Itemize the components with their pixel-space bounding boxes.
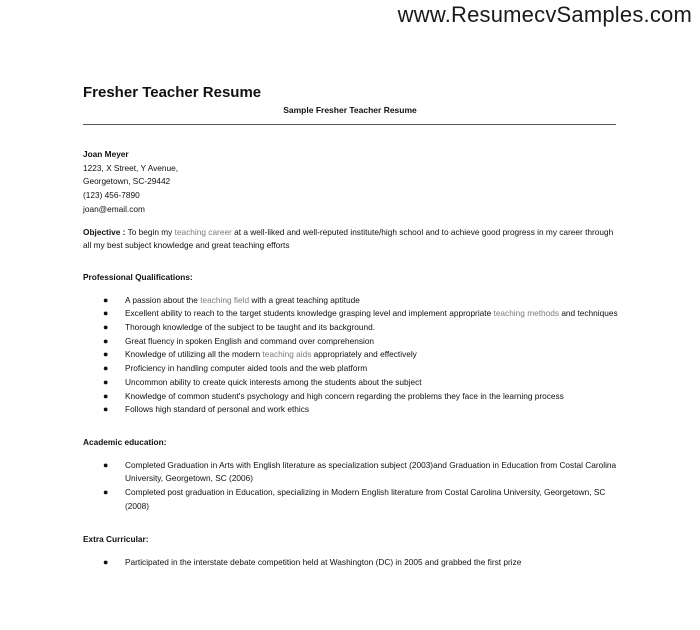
bullet-icon: ● bbox=[103, 322, 109, 333]
bullet-icon: ● bbox=[103, 308, 109, 319]
qualification-highlight-link[interactable]: teaching aids bbox=[262, 349, 312, 360]
bullet-icon: ● bbox=[103, 390, 109, 401]
education-item bbox=[83, 486, 623, 513]
qualifications-list bbox=[83, 294, 623, 417]
bullet-icon: ● bbox=[103, 294, 109, 305]
qualification-text: Knowledge of utilizing all the modern bbox=[125, 349, 263, 360]
contact-email: joan@email.com bbox=[83, 203, 145, 214]
qualification-item bbox=[83, 335, 623, 349]
qualification-text: Uncommon ability to create quick interests among the students about the subject bbox=[125, 376, 422, 387]
qualification-item bbox=[83, 294, 623, 308]
contact-address-line-1: 1223, X Street, Y Avenue, bbox=[83, 162, 179, 173]
extra-curricular-text: Participated in the interstate debate competition held at Washington (DC) in 2005 and grabbed the first prize bbox=[125, 557, 522, 568]
qualification-item bbox=[83, 390, 623, 404]
qualification-item bbox=[83, 376, 623, 390]
extra-curricular-heading: Extra Curricular: bbox=[83, 534, 149, 545]
education-text: Completed Graduation in Arts with English literature as specialization subject (2003)and Graduation in Education from Costal Carolina University, Georgetown, SC (2006) bbox=[125, 459, 617, 484]
contact-phone: (123) 456-7890 bbox=[83, 190, 140, 201]
bullet-icon: ● bbox=[103, 557, 109, 568]
objective-paragraph bbox=[83, 226, 623, 253]
bullet-icon: ● bbox=[103, 459, 109, 470]
resume-body bbox=[83, 148, 623, 570]
qualification-text: Excellent ability to reach to the target students knowledge grasping level and implement appropriate bbox=[125, 308, 494, 319]
qualification-text-after: with a great teaching aptitude bbox=[249, 294, 360, 305]
extra-curricular-list bbox=[83, 556, 623, 570]
education-text: Completed post graduation in Education, specializing in Modern English literature from Costal Carolina University, Georgetown, SC (2008) bbox=[125, 487, 606, 511]
qualification-text-after: and techniques bbox=[559, 308, 618, 319]
extra-curricular-item bbox=[83, 556, 623, 570]
qualification-text: Great fluency in spoken English and command over comprehension bbox=[125, 335, 375, 346]
bullet-icon: ● bbox=[103, 349, 109, 360]
qualification-text-after: appropriately and effectively bbox=[311, 349, 417, 360]
qualification-item bbox=[83, 403, 623, 417]
qualification-text: Proficiency in handling computer aided tools and the web platform bbox=[125, 363, 368, 374]
bullet-icon: ● bbox=[103, 376, 109, 387]
qualification-item bbox=[83, 362, 623, 376]
qualification-text: Follows high standard of personal and work ethics bbox=[125, 404, 310, 415]
qualifications-heading: Professional Qualifications: bbox=[83, 271, 193, 282]
education-heading: Academic education: bbox=[83, 436, 167, 447]
contact-name: Joan Meyer bbox=[83, 149, 129, 159]
qualification-item bbox=[83, 307, 623, 321]
education-item bbox=[83, 459, 623, 486]
divider bbox=[83, 124, 616, 125]
education-list bbox=[83, 459, 623, 514]
bullet-icon: ● bbox=[103, 335, 109, 346]
qualification-highlight-link[interactable]: teaching field bbox=[200, 294, 250, 305]
qualification-highlight-link[interactable]: teaching methods bbox=[493, 308, 560, 319]
contact-block bbox=[83, 148, 623, 217]
qualification-item bbox=[83, 321, 623, 335]
bullet-icon: ● bbox=[103, 404, 109, 415]
objective-text-before: To begin my bbox=[125, 226, 175, 237]
objective-text-after: at a well-liked and well-reputed institute/high school and to achieve good progress in my career through all my best subject knowledge and great teaching efforts bbox=[83, 226, 614, 251]
qualification-text: Knowledge of common student's psychology and high concern regarding the problems they face in the learning process bbox=[125, 390, 564, 401]
qualification-text: Thorough knowledge of the subject to be taught and its background. bbox=[125, 322, 376, 333]
page-subtitle: Sample Fresher Teacher Resume bbox=[283, 105, 417, 115]
contact-address-line-2: Georgetown, SC-29442 bbox=[83, 176, 171, 187]
objective-highlight-link[interactable]: teaching career bbox=[174, 226, 232, 237]
watermark: www.ResumecvSamples.com bbox=[397, 2, 692, 27]
qualification-item bbox=[83, 348, 623, 362]
objective-label: Objective : bbox=[83, 226, 126, 237]
page-title: Fresher Teacher Resume bbox=[83, 84, 262, 101]
bullet-icon: ● bbox=[103, 487, 109, 498]
bullet-icon: ● bbox=[103, 363, 109, 374]
qualification-text: A passion about the bbox=[125, 294, 201, 305]
